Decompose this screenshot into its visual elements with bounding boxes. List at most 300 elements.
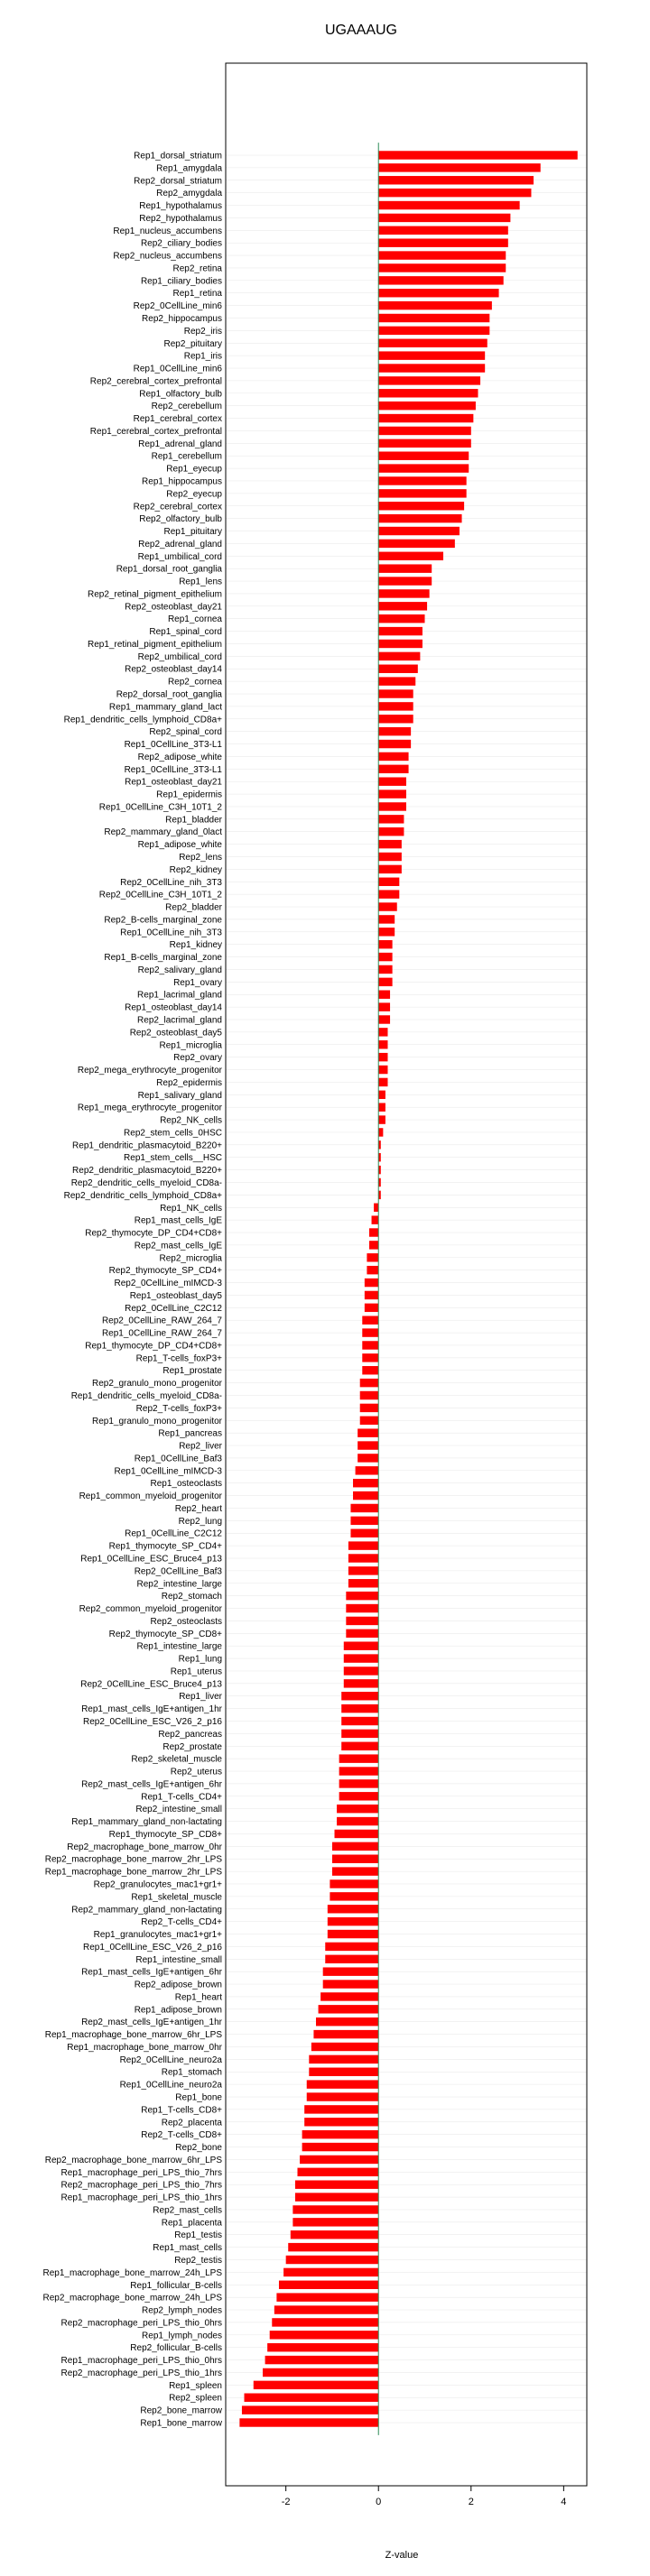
bar [330,1879,378,1888]
category-label: Rep1_olfactory_bulb [139,389,222,400]
category-label: Rep2_T-cells_CD8+ [141,2130,222,2141]
category-label: Rep1_prostate [162,1366,222,1377]
category-label: Rep2_osteoblast_day21 [125,602,222,613]
bar [378,727,411,735]
category-label: Rep2_macrophage_bone_marrow_0hr [67,1842,222,1852]
category-label: Rep2_adrenal_gland [138,539,222,549]
bar [344,1667,378,1675]
category-label: Rep1_bone [175,2092,222,2103]
bar [360,1379,379,1387]
bar [292,2205,378,2213]
bar [378,502,464,510]
bar [378,1128,383,1136]
category-label: Rep2_hypothalamus [139,213,222,224]
bar [245,2394,379,2402]
bar [378,527,460,535]
category-label: Rep2_0CellLine_ESC_V26_2_p16 [82,1716,222,1727]
bar [283,2268,378,2276]
bar [346,1630,378,1638]
bar [339,1754,379,1762]
bar [378,991,390,999]
bar [378,978,392,986]
bar [378,789,406,798]
category-label: Rep2_pancreas [158,1729,222,1740]
bar [328,1905,378,1913]
bar [339,1767,379,1775]
bar [372,1215,379,1223]
category-label: Rep2_osteoblast_day5 [129,1028,222,1039]
category-label: Rep2_0CellLine_neuro2a [119,2054,222,2065]
category-label: Rep1_mammary_gland_lact [108,702,222,713]
bar [378,552,443,560]
bar [320,1992,378,2000]
bar [302,2143,379,2151]
bar [341,1704,378,1713]
category-label: Rep2_lens [179,853,222,863]
bar [378,928,395,936]
category-label: Rep2_testis [174,2256,222,2267]
bar [378,1053,387,1061]
category-label: Rep1_macrophage_bone_marrow_24h_LPS [42,2267,222,2278]
category-label: Rep2_0CellLine_RAW_264_7 [101,1316,222,1326]
category-label: Rep1_macrophage_peri_LPS_thio_1hrs [60,2193,222,2203]
category-label: Rep2_cerebral_cortex [133,502,222,512]
category-label: Rep1_cerebellum [151,451,222,462]
category-label: Rep1_thymocyte_DP_CD4+CD8+ [85,1341,222,1352]
bar [360,1417,379,1425]
bar [378,351,485,359]
bar [378,815,404,823]
bar [272,2318,378,2326]
bar [378,464,469,472]
bar [378,1028,387,1036]
bar [378,276,503,284]
category-label: Rep2_0CellLine_C2C12 [125,1303,222,1314]
bar [378,1040,387,1048]
bar [362,1366,378,1374]
category-label: Rep1_0CellLine_C2C12 [125,1528,222,1539]
bar [378,677,415,685]
bar [378,427,471,435]
bar [367,1253,378,1261]
category-label: Rep2_intestine_small [135,1805,222,1815]
bar [378,940,392,948]
category-label: Rep1_T-cells_CD4+ [141,1792,222,1803]
category-label: Rep1_heart [174,1992,222,2003]
bars [239,151,577,2426]
bar [291,2230,378,2239]
category-label: Rep1_lymph_nodes [142,2331,222,2341]
bar [350,1529,378,1537]
bar [360,1391,379,1399]
category-label: Rep2_salivary_gland [137,965,222,975]
category-label: Rep2_follicular_B-cells [130,2343,222,2354]
category-label: Rep1_cerebral_cortex_prefrontal [89,426,222,437]
bar [304,2105,378,2113]
category-label: Rep1_0CellLine_mIMCD-3 [114,1466,222,1477]
category-label: Rep2_mast_cells [153,2205,222,2216]
bar [341,1717,378,1725]
category-label: Rep2_stomach [161,1592,222,1602]
bar [365,1279,378,1287]
bar [348,1541,378,1549]
bar [313,2030,378,2038]
bar [311,2043,378,2051]
bar [378,289,498,297]
bar [339,1792,379,1800]
bar [335,1830,379,1838]
category-label: Rep1_adipose_white [137,840,222,851]
bar [378,189,531,197]
bar [358,1441,378,1449]
bar [378,489,466,497]
category-label: Rep1_granulo_mono_progenitor [92,1416,222,1426]
category-label: Rep2_cerebral_cortex_prefrontal [89,376,222,387]
category-label: Rep2_T-cells_CD4+ [141,1917,222,1928]
bar [360,1404,379,1412]
bar [378,1091,385,1099]
bar [350,1517,378,1525]
category-label: Rep1_lens [179,577,222,587]
bar [378,865,402,873]
category-label: Rep1_epidermis [156,789,222,800]
category-label: Rep2_mast_cells_IgE+antigen_6hr [81,1779,222,1790]
category-label: Rep2_ovary [173,1053,222,1064]
category-label: Rep2_dendritic_plasmacytoid_B220+ [72,1166,222,1177]
category-label: Rep2_ciliary_bodies [140,238,222,249]
x-tick-label: 0 [376,2497,382,2507]
bar [309,2055,378,2064]
bar [378,451,469,459]
bar [362,1328,378,1336]
bar [362,1341,378,1349]
category-label: Rep2_0CellLine_nih_3T3 [120,877,222,888]
bar [378,339,488,347]
category-label: Rep2_mammary_gland_non-lactating [71,1905,222,1916]
bar [332,1842,378,1851]
category-label: Rep2_cerebellum [151,402,222,412]
category-label: Rep2_macrophage_peri_LPS_thio_0hrs [60,2318,222,2329]
category-label: Rep2_skeletal_muscle [131,1754,222,1765]
bar [378,902,397,910]
bar [276,2293,378,2301]
bar [365,1304,378,1312]
category-label: Rep1_mammary_gland_non-lactating [71,1817,222,1828]
bar [378,890,399,898]
category-label: Rep2_granulo_mono_progenitor [92,1379,222,1390]
bar [378,702,413,710]
category-label: Rep2_kidney [169,864,222,875]
bar [353,1479,378,1487]
bar [295,2180,378,2188]
category-label: Rep1_mast_cells_IgE+antigen_6hr [81,1967,222,1978]
category-label: Rep1_nucleus_accumbens [113,226,222,236]
bar [295,2193,378,2201]
bar [378,777,406,785]
x-tick-label: -2 [281,2497,291,2507]
category-label: Rep1_mega_erythrocyte_progenitor [77,1103,222,1113]
bar [362,1316,378,1324]
category-label: Rep1_dendritic_plasmacytoid_B220+ [72,1140,222,1151]
bar [378,752,408,761]
bar [378,953,392,961]
bar [341,1692,378,1700]
bar [309,2068,378,2076]
bar [346,1592,378,1600]
bar [346,1617,378,1625]
category-label: Rep2_lacrimal_gland [137,1015,222,1026]
bar [378,376,480,384]
bar [330,1892,378,1900]
category-label: Rep1_0CellLine_C3H_10T1_2 [98,802,222,813]
bar [378,364,485,372]
category-label: Rep2_0CellLine_ESC_Bruce4_p13 [80,1679,222,1690]
bar [378,1078,387,1086]
bar [378,214,510,222]
category-label: Rep1_intestine_large [136,1641,222,1652]
category-label: Rep2_iris [183,326,222,337]
bar [328,1917,378,1925]
bar [265,2356,379,2364]
category-label: Rep1_0CellLine_3T3-L1 [124,740,222,751]
bar [378,439,471,448]
bar [378,827,404,836]
bar [348,1554,378,1562]
bar [323,1967,379,1975]
category-label: Rep1_kidney [169,940,222,951]
bar [378,602,427,610]
bar [353,1491,378,1500]
bar [350,1504,378,1512]
category-label: Rep1_0CellLine_Baf3 [134,1454,222,1464]
category-label: Rep2_lymph_nodes [142,2305,222,2316]
category-label: Rep1_intestine_small [135,1954,222,1965]
category-label: Rep2_macrophage_peri_LPS_thio_7hrs [60,2180,222,2191]
category-label: Rep1_hypothalamus [139,201,222,212]
category-label: Rep2_heart [174,1503,222,1514]
bar [378,226,508,235]
bar [378,1002,390,1011]
category-label: Rep1_retina [172,289,222,300]
bar [339,1779,379,1787]
category-label: Rep1_mast_cells [153,2243,222,2254]
bar [378,176,534,184]
category-label: Rep1_macrophage_bone_marrow_6hr_LPS [44,2030,222,2041]
bar [378,389,478,397]
bar [286,2256,379,2264]
bar [267,2343,378,2351]
bar [378,476,466,485]
bar [378,614,424,623]
bar [337,1805,378,1813]
bar [348,1579,378,1587]
category-label: Rep1_lung [178,1654,222,1665]
category-label: Rep2_spinal_cord [149,727,222,738]
bar [356,1466,379,1474]
bar [378,802,406,810]
category-label: Rep2_epidermis [156,1077,222,1088]
category-label: Rep1_mast_cells_IgE+antigen_1hr [81,1704,222,1715]
category-label: Rep1_0CellLine_ESC_Bruce4_p13 [80,1554,222,1565]
category-label: Rep1_hippocampus [142,476,222,487]
bar [316,2017,378,2026]
category-label: Rep2_bone_marrow [140,2405,222,2416]
bar [378,263,506,272]
category-label: Rep2_olfactory_bulb [139,514,222,525]
category-label: Rep1_macrophage_peri_LPS_thio_7hrs [60,2167,222,2178]
category-label: Rep2_spleen [169,2393,222,2404]
category-label: Rep1_stem_cells__HSC [124,1153,222,1164]
bar [378,765,408,773]
chart-title: UGAAAUG [324,23,398,38]
category-label: Rep2_stem_cells_0HSC [124,1128,222,1139]
category-label: Rep2_osteoclasts [150,1616,222,1627]
bar [332,1855,378,1863]
category-label: Rep1_iris [183,351,222,362]
bar [378,251,506,259]
category-label: Rep1_adrenal_gland [138,439,222,449]
bar [346,1604,378,1612]
category-label: Rep1_amygdala [156,163,222,174]
bar [307,2080,378,2088]
category-label: Rep2_thymocyte_SP_CD4+ [108,1266,222,1277]
x-tick-label: 2 [468,2497,474,2507]
category-label: Rep2_intestine_large [136,1579,222,1590]
category-label: Rep2_bladder [165,902,222,913]
category-label: Rep1_pituitary [163,527,222,538]
bar [378,965,392,974]
category-label: Rep1_placenta [161,2218,222,2229]
category-label: Rep1_NK_cells [160,1203,222,1214]
bar [378,402,476,410]
category-label: Rep1_thymocyte_SP_CD8+ [108,1829,222,1840]
bar [378,327,489,335]
bar [288,2243,378,2251]
bar [341,1742,378,1750]
category-label: Rep1_thymocyte_SP_CD4+ [108,1541,222,1552]
bar [378,1015,390,1023]
bar [378,163,540,171]
bar [274,2305,378,2313]
category-label: Rep1_dorsal_root_ganglia [116,564,222,575]
bar [304,2118,378,2126]
bar [378,740,411,748]
category-label: Rep1_osteoblast_day5 [129,1290,222,1301]
category-label: Rep2_0CellLine_min6 [133,301,222,312]
bar [337,1817,378,1825]
category-label: Rep1_cornea [167,614,222,625]
bar [378,1066,387,1074]
category-label: Rep2_adipose_white [137,752,222,762]
category-label: Rep1_dorsal_striatum [134,151,222,162]
bar [378,627,422,635]
bar [242,2405,378,2414]
category-label: Rep2_eyecup [166,489,222,500]
x-axis-label: Z-value [385,2550,419,2561]
category-label: Rep1_retinal_pigment_epithelium [88,639,222,650]
category-label: Rep2_dendritic_cells_myeloid_CD8a- [70,1177,222,1188]
bar [358,1428,378,1436]
category-label: Rep2_hippocampus [142,313,222,324]
bar [270,2331,379,2339]
bar [358,1454,378,1462]
category-label: Rep1_macrophage_bone_marrow_0hr [67,2042,222,2053]
bar [319,2005,379,2013]
category-label: Rep2_NK_cells [160,1115,222,1126]
bar [378,715,413,723]
category-label: Rep2_retinal_pigment_epithelium [88,589,222,600]
bar [367,1266,378,1274]
category-label: Rep2_uterus [170,1767,222,1777]
bar [292,2218,378,2226]
category-label: Rep2_adipose_brown [134,1980,222,1990]
category-label: Rep1_lacrimal_gland [137,990,222,1001]
category-label: Rep1_liver [179,1692,222,1703]
category-label: Rep1_0CellLine_nih_3T3 [120,928,222,938]
x-axis [282,2486,567,2507]
category-label: Rep2_macrophage_bone_marrow_24h_LPS [42,2293,222,2304]
category-label: Rep2_dorsal_root_ganglia [116,689,222,700]
category-label: Rep2_umbilical_cord [137,651,222,662]
bar [325,1943,378,1951]
bar [302,2130,379,2138]
bar [254,2381,378,2389]
bar [279,2281,378,2289]
bar [378,915,395,923]
bar [378,665,418,673]
x-tick-label: 4 [561,2497,567,2507]
bar [378,514,461,522]
category-label: Rep1_common_myeloid_progenitor [79,1491,222,1502]
category-label: Rep2_thymocyte_SP_CD8+ [108,1629,222,1639]
category-label: Rep1_adipose_brown [134,2005,222,2016]
category-label: Rep2_liver [179,1441,222,1452]
bar [341,1730,378,1738]
category-label: Rep2_osteoblast_day14 [125,664,222,675]
category-label: Rep2_macrophage_bone_marrow_2hr_LPS [44,1854,222,1865]
category-label: Rep1_stomach [161,2067,222,2078]
category-label: Rep2_mast_cells_IgE+antigen_1hr [81,2017,222,2028]
bar [348,1566,378,1574]
bar [378,564,432,572]
bar [378,853,402,861]
category-label: Rep1_0CellLine_neuro2a [119,2080,222,2091]
bar [378,201,519,209]
category-label: Rep2_B-cells_marginal_zone [104,915,222,926]
category-label: Rep2_granulocytes_mac1+gr1+ [93,1879,222,1890]
category-label: Rep1_ovary [173,977,222,988]
category-label: Rep2_dorsal_striatum [134,176,222,187]
category-label: Rep2_dendritic_cells_lymphoid_CD8a+ [63,1190,222,1201]
bar [378,1103,385,1111]
bar [378,540,455,548]
category-label: Rep1_spinal_cord [149,627,222,638]
category-label: Rep1_B-cells_marginal_zone [104,953,222,964]
bar [307,2092,378,2101]
category-label: Rep2_amygdala [156,189,222,199]
bar [378,689,413,697]
category-label: Rep1_ciliary_bodies [140,276,222,287]
category-label: Rep1_microglia [159,1040,222,1051]
bar [378,238,508,246]
bar [378,878,399,886]
category-label: Rep1_uterus [170,1667,222,1677]
category-label: Rep1_salivary_gland [137,1090,222,1101]
category-label: Rep1_skeletal_muscle [131,1892,222,1903]
bar [378,1115,385,1123]
category-label: Rep1_osteoblast_day14 [125,1002,222,1013]
category-label: Rep1_T-cells_CD8+ [141,2105,222,2116]
